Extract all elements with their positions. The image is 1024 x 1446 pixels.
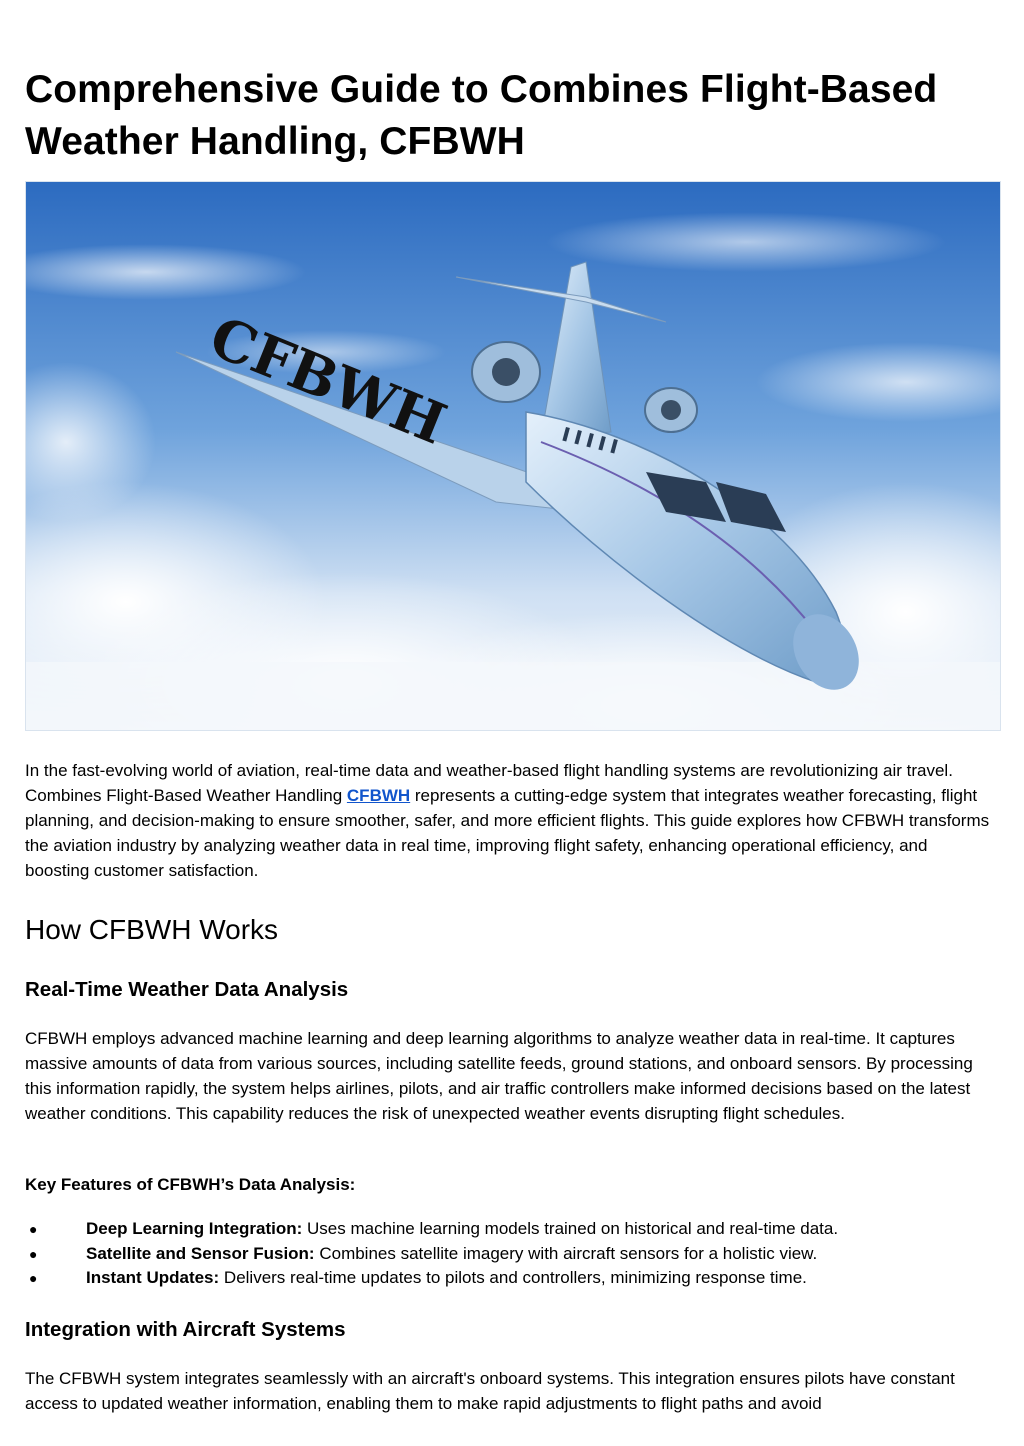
features-list	[25, 1217, 1000, 1291]
list-item	[25, 1217, 1000, 1242]
intro-paragraph	[25, 758, 995, 883]
bullet-icon: ●	[29, 1245, 38, 1262]
realtime-paragraph: CFBWH employs advanced machine learning and deep learning algorithms to analyze weather data in real-time. It captures massive amounts of data from various sources, including satellite feeds, ground stations, and onboard sensors. By processing this information rapidly, the system helps airlines, pilots, and air traffic controllers make informed decisions based on the latest weather conditions. This capability reduces the risk of unexpected weather events disrupting flight schedules.	[25, 1029, 973, 1123]
list-item	[25, 1266, 1000, 1291]
bullet-icon: ●	[29, 1270, 38, 1286]
feature-label: Deep Learning Integration:	[86, 1219, 303, 1238]
intro-text-end: represents a cutting-edge system that integrates weather forecasting, flight planning, and decision-making to ensure smoother, safer, and more efficient flights. This guide explores how CFBWH transforms the aviation industry by analyzing weather data in real time, improving flight safety, enhancing operational efficiency, and boosting customer satisfaction.	[25, 786, 990, 880]
cfbwh-link[interactable]: CFBWH	[346, 786, 411, 805]
subsection-heading-realtime: Real-Time Weather Data Analysis	[25, 978, 349, 1001]
list-item	[25, 1242, 1000, 1267]
page-title: Comprehensive Guide to Combines Flight-Based Weather Handling, CFBWH	[25, 68, 938, 163]
subsection-heading-integration: Integration with Aircraft Systems	[25, 1318, 346, 1341]
cfbwh-logo-text: CFBWH	[200, 303, 455, 458]
feature-text: Uses machine learning models trained on historical and real-time data.	[302, 1219, 839, 1238]
feature-text: Delivers real-time updates to pilots and controllers, minimizing response time.	[219, 1268, 807, 1287]
integration-paragraph: The CFBWH system integrates seamlessly with an aircraft's onboard systems. This integration ensures pilots have constant access to updated weather information, enabling them to make rapid adjustments to flight paths and avoid	[25, 1369, 955, 1413]
bullet-icon: ●	[29, 1221, 38, 1237]
feature-text: Combines satellite imagery with aircraft sensors for a holistic view.	[314, 1243, 818, 1263]
feature-label: Satellite and Sensor Fusion:	[86, 1243, 315, 1263]
hero-image	[25, 181, 1001, 731]
jet-illustration	[26, 182, 1001, 731]
feature-label: Instant Updates:	[86, 1268, 220, 1287]
features-heading: Key Features of CFBWH’s Data Analysis:	[25, 1175, 356, 1194]
intro-text-start: In the fast-evolving world of aviation, real-time data and weather-based flight handling systems are revolutionizing air travel. Combines Flight-Based Weather Handling	[25, 761, 953, 805]
section-heading: How CFBWH Works	[25, 914, 279, 945]
